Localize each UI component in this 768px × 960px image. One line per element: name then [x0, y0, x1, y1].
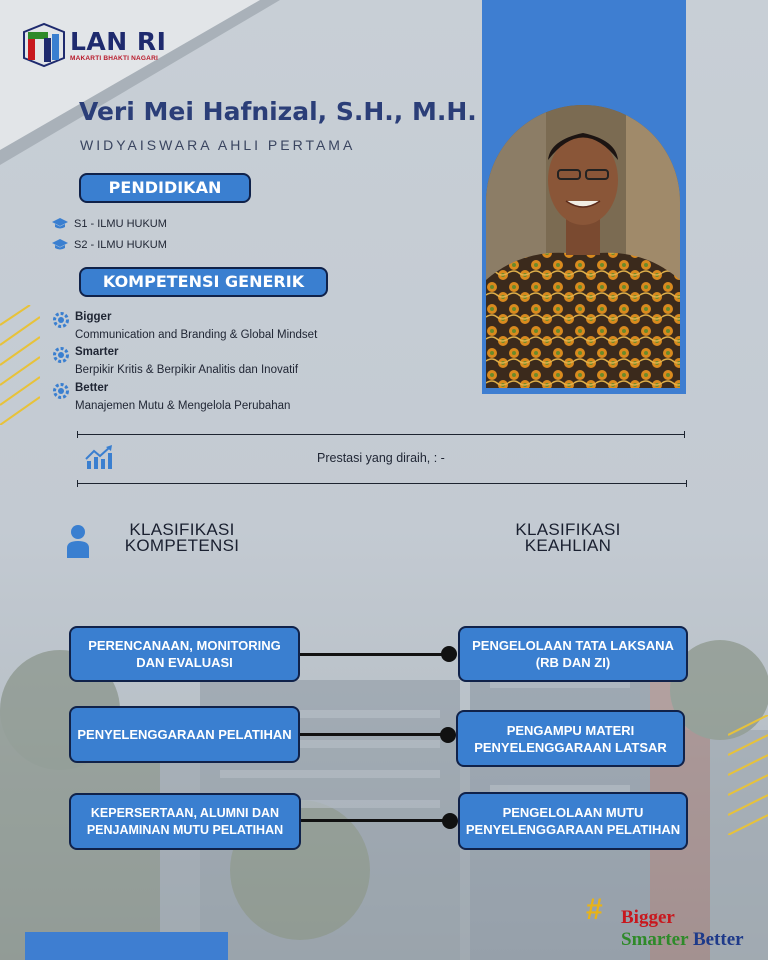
klasifikasi-kompetensi-heading: KLASIFIKASI KOMPETENSI: [124, 520, 240, 555]
person-icon: [66, 524, 90, 558]
slogan-better: Better: [692, 929, 744, 950]
logo-subtitle: MAKARTI BHAKTI NAGARI: [70, 54, 158, 62]
person-role: WIDYAISWARA AHLI PERTAMA: [80, 137, 356, 153]
kompetensi-item-desc: Berpikir Kritis & Berpikir Analitis dan Inovatif: [75, 364, 299, 376]
connector-line: [301, 819, 448, 822]
divider-top: [77, 434, 685, 435]
kompetensi-item-title: Better: [75, 382, 109, 394]
growth-chart-icon: [84, 445, 114, 471]
kompetensi-box: KEPERSERTAAN, ALUMNI DAN PENJAMINAN MUTU PELATIHAN: [69, 793, 301, 850]
lan-logo-mark-icon: [22, 22, 66, 68]
person-portrait-image: [486, 105, 680, 388]
graduation-cap-icon: [52, 218, 68, 230]
kompetensi-item-title: Smarter: [75, 346, 119, 358]
slogan-smarter: Smarter: [621, 929, 689, 950]
decorative-stripes-left: [0, 305, 40, 425]
lan-ri-logo: [22, 22, 166, 68]
connector-line: [300, 653, 448, 656]
connector-dot: [441, 646, 457, 662]
divider-bottom: [77, 483, 687, 484]
kompetensi-box: PENYELENGGARAAN PELATIHAN: [69, 706, 300, 763]
profile-photo: [486, 105, 680, 388]
gear-icon: [52, 382, 70, 400]
pendidikan-item: [52, 218, 167, 230]
klasifikasi-keahlian-heading: KLASIFIKASI KEAHLIAN: [515, 520, 621, 555]
prestasi-text: Prestasi yang diraih, : -: [317, 451, 445, 465]
pendidikan-item: [52, 239, 167, 251]
slogan-hash: #: [586, 893, 603, 926]
gear-icon: [52, 346, 70, 364]
connector-line: [300, 733, 446, 736]
pendidikan-item-label: S1 - ILMU HUKUM: [74, 218, 167, 230]
kompetensi-box: PERENCANAAN, MONITORING DAN EVALUASI: [69, 626, 300, 682]
graduation-cap-icon: [52, 239, 68, 251]
connector-dot: [440, 727, 456, 743]
bottom-accent-bar: [25, 932, 228, 960]
pendidikan-item-label: S2 - ILMU HUKUM: [74, 239, 167, 251]
person-name: Veri Mei Hafnizal, S.H., M.H.: [79, 97, 477, 126]
keahlian-box: PENGAMPU MATERI PENYELENGGARAAN LATSAR: [456, 710, 685, 767]
decorative-stripes-right: [728, 715, 768, 835]
pendidikan-heading: PENDIDIKAN: [79, 173, 251, 203]
kompetensi-generik-heading: KOMPETENSI GENERIK: [79, 267, 328, 297]
kompetensi-item-desc: Communication and Branding & Global Mindset: [75, 329, 318, 341]
keahlian-box: PENGELOLAAN TATA LAKSANA (RB DAN ZI): [458, 626, 688, 682]
kompetensi-item-title: Bigger: [75, 311, 112, 323]
keahlian-box: PENGELOLAAN MUTU PENYELENGGARAAN PELATIHAN: [458, 792, 688, 850]
logo-title: LAN RI: [70, 26, 167, 56]
connector-dot: [442, 813, 458, 829]
slogan-bigger: Bigger: [621, 907, 675, 928]
gear-icon: [52, 311, 70, 329]
kompetensi-item-desc: Manajemen Mutu & Mengelola Perubahan: [75, 400, 291, 412]
